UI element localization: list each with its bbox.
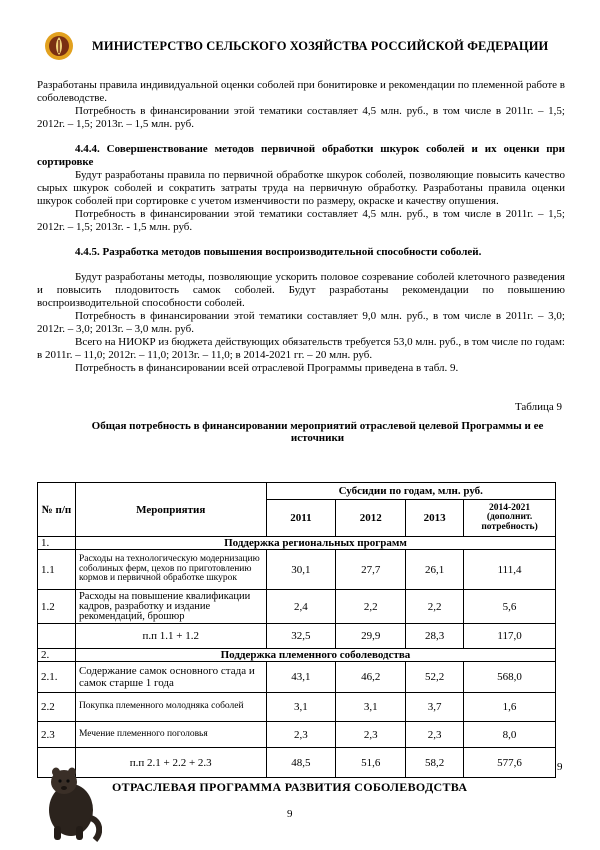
paragraph: Всего на НИОКР из бюджета действующих обязательств требуется 53,0 млн. руб., в том числе по годам: в 2011г. – 11,0; 2012г. – 11,0; 2013г. – 11,0; в 2014-2021 гг. – 20 млн. руб. — [37, 336, 565, 361]
row-value: 46,2 — [336, 662, 406, 693]
row-num: 2. — [38, 649, 76, 662]
paragraph: Потребность в финансировании этой тематики составляет 9,0 млн. руб., в том числе в 2011г. – 3,0; 2012г. – 3,0; 2013г. – 3,0 млн. руб. — [37, 310, 565, 335]
row-value: 2,3 — [336, 722, 406, 748]
document-body — [37, 79, 565, 375]
row-value: 28,3 — [406, 624, 464, 649]
table-section-row — [38, 649, 556, 662]
section-heading: 4.4.4. Совершенствование методов первичной обработки шкурок соболей и их оценки при сортировке — [37, 143, 565, 168]
header-year: 2014-2021 (дополнит. потребность) — [464, 500, 556, 537]
row-event: Расходы на повышение квалификации кадров, разработку и издание рекомендаций, брошюр — [75, 590, 266, 624]
header-year: 2013 — [406, 500, 464, 537]
section-title: Поддержка региональных программ — [75, 537, 555, 550]
row-value: 52,2 — [406, 662, 464, 693]
row-value: 51,6 — [336, 748, 406, 778]
row-value: 568,0 — [464, 662, 556, 693]
table-title: Общая потребность в финансировании мероприятий отраслевой целевой Программы и ее источники — [91, 420, 544, 444]
header-year: 2011 — [266, 500, 336, 537]
row-value: 27,7 — [336, 550, 406, 590]
section-heading: 4.4.5. Разработка методов повышения воспроизводительной способности соболей. — [75, 246, 482, 258]
row-value: 2,2 — [336, 590, 406, 624]
row-value: 5,6 — [464, 590, 556, 624]
paragraph: Потребность в финансировании всей отраслевой Программы приведена в табл. 9. — [75, 362, 459, 374]
row-event: Мечение племенного поголовья — [75, 722, 266, 748]
row-value: 1,6 — [464, 693, 556, 722]
row-value: 3,1 — [336, 693, 406, 722]
row-value: 3,1 — [266, 693, 336, 722]
sable-image — [40, 760, 102, 842]
row-value: 577,6 — [464, 748, 556, 778]
page-header — [0, 0, 600, 70]
row-event: Содержание самок основного стада и самок старше 1 года — [75, 662, 266, 693]
ministry-emblem-icon — [44, 31, 74, 61]
row-value: 3,7 — [406, 693, 464, 722]
header-event: Мероприятия — [75, 483, 266, 537]
row-event: Расходы на технологическую модернизацию соболиных ферм, цехов по приготовлению кормов и первичной обработке шкурок — [75, 550, 266, 590]
header-year: 2012 — [336, 500, 406, 537]
row-event: Покупка племенного молодняка соболей — [75, 693, 266, 722]
row-num: 2.3 — [38, 722, 76, 748]
paragraph: Разработаны правила индивидуальной оценки соболей при бонитировке и рекомендации по племенной работе в соболеводстве. — [37, 79, 565, 104]
edge-page-number: 9 — [557, 761, 563, 773]
row-value: 2,3 — [406, 722, 464, 748]
paragraph: Будут разработаны правила по первичной обработке шкурок соболей, позволяющие повысить качество сырых шкурок соболей и сократить затраты труда на первичную обработку. Разработаны правила оценки шкурок соболей при сортировке с учетом изменчивости по размеру, окраске и качеству опушения. — [37, 169, 565, 207]
table-row — [38, 722, 556, 748]
table-row — [38, 550, 556, 590]
table-subtotal-row — [38, 748, 556, 778]
row-num: 2.1. — [38, 662, 76, 693]
footer-title: ОТРАСЛЕВАЯ ПРОГРАММА РАЗВИТИЯ СОБОЛЕВОДСТВА — [112, 780, 468, 794]
table-section-row — [38, 537, 556, 550]
table-row — [38, 693, 556, 722]
table-label: Таблица 9 — [514, 401, 562, 413]
row-value: 8,0 — [464, 722, 556, 748]
table-row — [38, 590, 556, 624]
header-subsidies: Субсидии по годам, млн. руб. — [266, 483, 556, 500]
paragraph: Потребность в финансировании этой тематики составляет 4,5 млн. руб., в том числе в 2011г. – 1,5; 2012г. – 1,5; 2013г. – 1,5 млн. руб. — [37, 105, 565, 130]
table-subtotal-row — [38, 624, 556, 649]
row-num: 1. — [38, 537, 76, 550]
row-num: 1.2 — [38, 590, 76, 624]
row-value: 30,1 — [266, 550, 336, 590]
paragraph: Потребность в финансировании этой тематики составляет 4,5 млн. руб., в том числе в 2011г. – 1,5; 2012г. – 1,5; 2013г. - 1,5 млн. руб. — [37, 208, 565, 233]
row-value: 26,1 — [406, 550, 464, 590]
row-value: 2,2 — [406, 590, 464, 624]
row-value: 58,2 — [406, 748, 464, 778]
row-value: 29,9 — [336, 624, 406, 649]
row-value: 48,5 — [266, 748, 336, 778]
paragraph: Будут разработаны методы, позволяющие ускорить половое созревание соболей клеточного разведения и повысить плодовитость самок соболей. Будут разработаны рекомендации по повышению воспроизводительной способности соболей. — [37, 271, 565, 309]
row-num: 1.1 — [38, 550, 76, 590]
section-title: Поддержка племенного соболеводства — [75, 649, 555, 662]
financing-table — [37, 482, 556, 778]
row-event: п.п 2.1 + 2.2 + 2.3 — [75, 748, 266, 778]
row-value: 43,1 — [266, 662, 336, 693]
row-value: 111,4 — [464, 550, 556, 590]
table-row — [38, 662, 556, 693]
row-value: 2,4 — [266, 590, 336, 624]
row-event: п.п 1.1 + 1.2 — [75, 624, 266, 649]
header-title: МИНИСТЕРСТВО СЕЛЬСКОГО ХОЗЯЙСТВА РОССИЙСКОЙ ФЕДЕРАЦИИ — [92, 39, 549, 53]
page-number: 9 — [287, 808, 293, 820]
row-value: 2,3 — [266, 722, 336, 748]
header-num: № п/п — [38, 483, 76, 537]
row-value: 117,0 — [464, 624, 556, 649]
row-num: 2.2 — [38, 693, 76, 722]
row-num — [38, 624, 76, 649]
row-value: 32,5 — [266, 624, 336, 649]
